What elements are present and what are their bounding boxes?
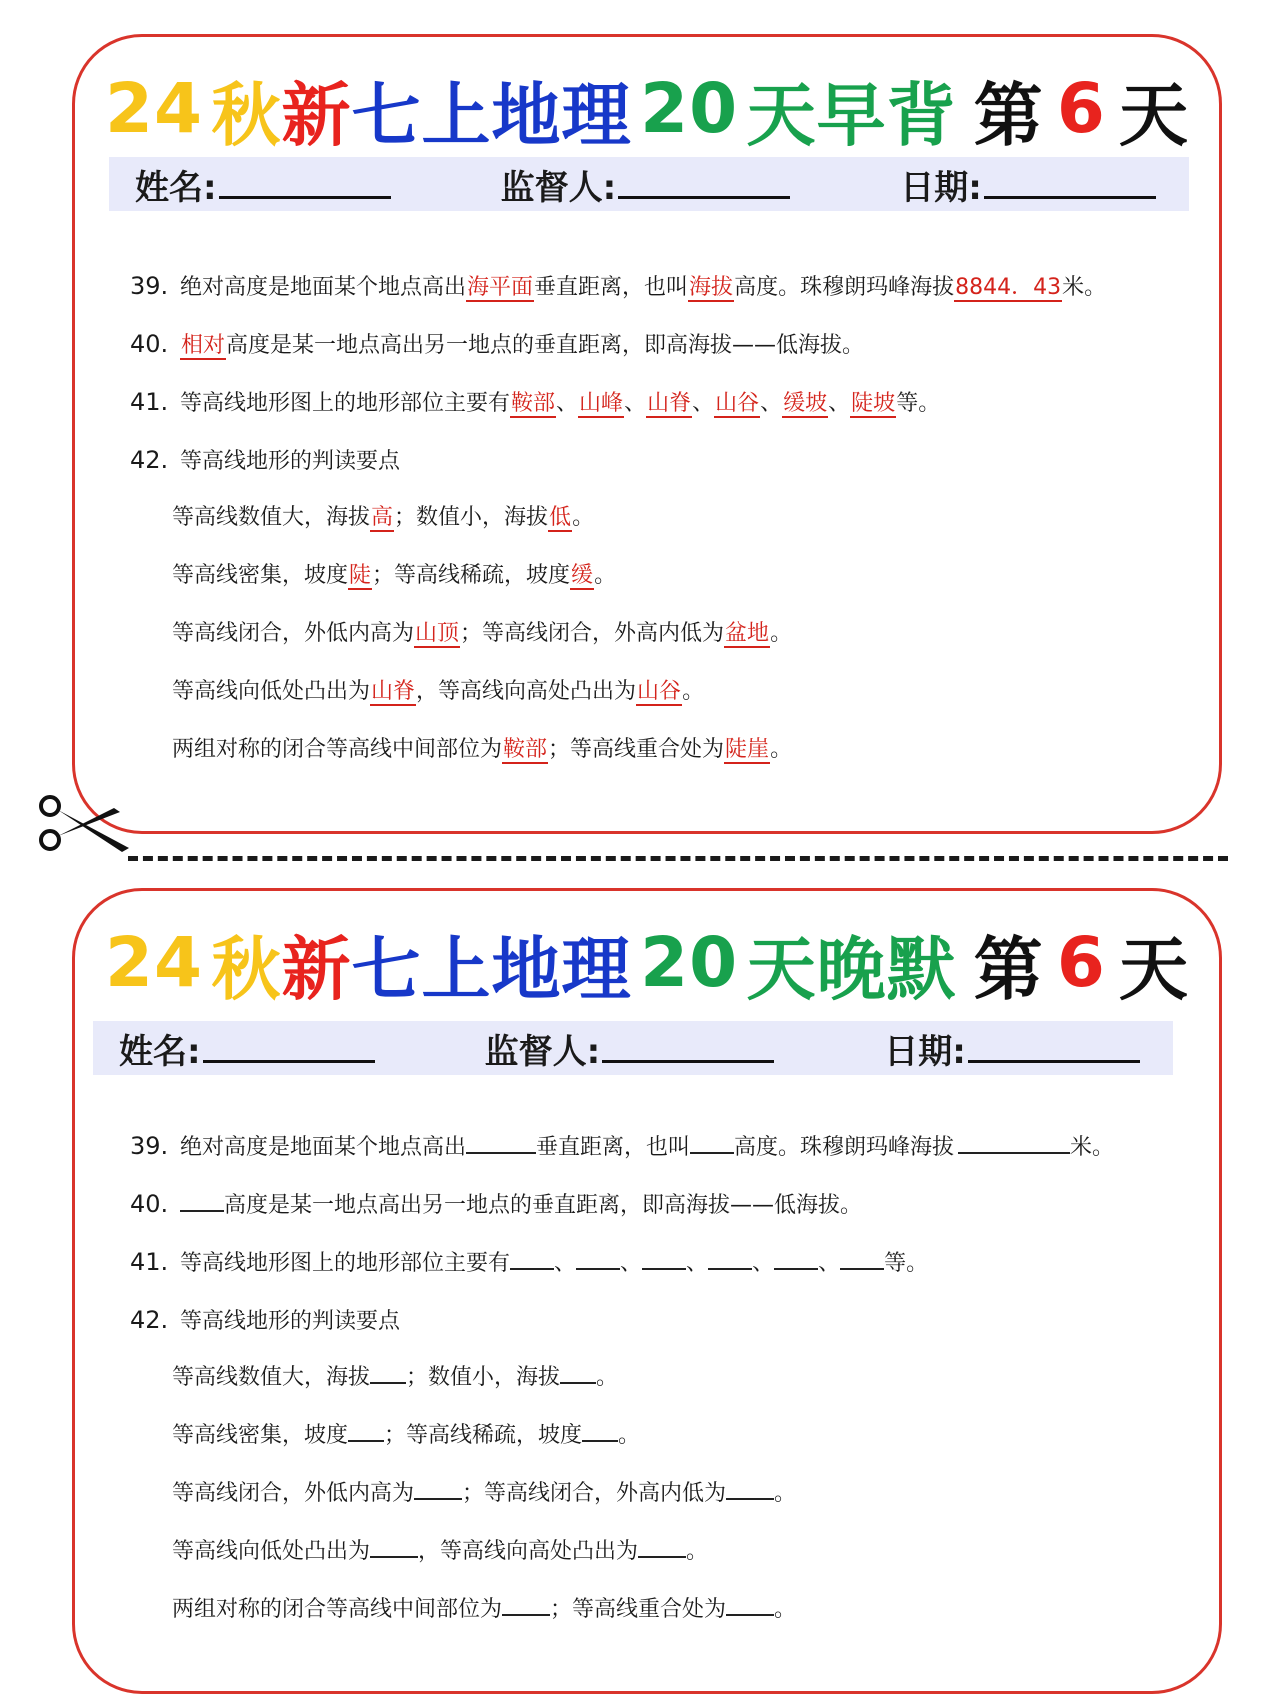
rule-line-1 [130, 1349, 1199, 1407]
answer: 山脊 [647, 391, 692, 416]
answer: 陡崖 [725, 737, 770, 762]
answer: 缓 [571, 563, 594, 588]
fill-blank[interactable] [370, 1536, 418, 1558]
date-blank[interactable] [968, 1030, 1140, 1063]
question-text: 等高线地形的判读要点 [180, 449, 401, 474]
question-text: 绝对高度是地面某个地点高出 [180, 1135, 467, 1160]
name-field[interactable] [119, 1024, 375, 1073]
question-42 [130, 1291, 1199, 1349]
answer: 鞍部 [503, 737, 548, 762]
rule-text: 等高线闭合，外低内高为 [172, 1481, 415, 1506]
rule-text: 两组对称的闭合等高线中间部位为 [172, 1597, 503, 1622]
rule-text: 。 [572, 505, 595, 530]
rule-text: 。 [770, 737, 793, 762]
fill-blank[interactable] [510, 1248, 554, 1270]
fill-blank[interactable] [414, 1478, 462, 1500]
question-number: 42. [130, 1306, 169, 1334]
morning-recite-card [72, 34, 1222, 834]
date-field[interactable] [884, 1024, 1140, 1073]
rule-line-4 [130, 663, 1199, 721]
question-42 [130, 431, 1199, 489]
answer: 低 [549, 505, 572, 530]
question-41 [130, 373, 1199, 431]
fill-blank[interactable] [708, 1248, 752, 1270]
supervisor-label: 监督人: [500, 167, 617, 208]
separator: 、 [556, 391, 579, 416]
rule-text: 等高线数值大，海拔 [172, 1365, 371, 1390]
separator: 、 [620, 1251, 643, 1276]
date-blank[interactable] [984, 166, 1156, 199]
title-tian: 天早背 [746, 75, 957, 156]
title-xin: 新 [281, 75, 352, 156]
rule-text: 。 [774, 1481, 797, 1506]
name-blank[interactable] [203, 1030, 375, 1063]
rule-text: 。 [594, 563, 617, 588]
question-39 [130, 257, 1199, 315]
question-40 [130, 1175, 1199, 1233]
supervisor-blank[interactable] [618, 166, 790, 199]
fill-blank[interactable] [726, 1478, 774, 1500]
answer: 高 [371, 505, 394, 530]
fill-blank[interactable] [774, 1248, 818, 1270]
question-list [130, 257, 1199, 779]
question-text: 等。 [884, 1251, 929, 1276]
question-number: 41. [130, 388, 169, 416]
question-text: 等高线地形图上的地形部位主要有 [180, 1251, 511, 1276]
question-39 [130, 1117, 1199, 1175]
rule-text: 等高线密集，坡度 [172, 1423, 349, 1448]
question-number: 40. [130, 1190, 169, 1218]
question-text: 高度。珠穆朗玛峰海拔 [734, 1135, 955, 1160]
title-qishang: 七上 [351, 929, 492, 1010]
info-bar [93, 1021, 1173, 1075]
title-20: 20 [640, 923, 739, 1003]
fill-blank[interactable] [582, 1420, 618, 1442]
title-tian: 天晚默 [746, 929, 957, 1010]
fill-blank[interactable] [560, 1362, 596, 1384]
rule-text: 等高线密集，坡度 [172, 563, 349, 588]
question-text: 高度是某一地点高出另一地点的垂直距离，即高海拔——低海拔。 [226, 333, 865, 358]
rule-text: 等高线闭合，外低内高为 [172, 621, 415, 646]
name-blank[interactable] [219, 166, 391, 199]
date-label: 日期: [900, 167, 982, 208]
separator: 、 [624, 391, 647, 416]
question-text: 米。 [1070, 1135, 1115, 1160]
rule-text: ；等高线稀疏，坡度 [384, 1423, 583, 1448]
rule-text: 。 [686, 1539, 709, 1564]
fill-blank[interactable] [840, 1248, 884, 1270]
question-number: 40. [130, 330, 169, 358]
supervisor-field[interactable] [485, 1024, 775, 1073]
rule-text: 。 [618, 1423, 641, 1448]
rule-line-3 [130, 605, 1199, 663]
fill-blank[interactable] [502, 1594, 550, 1616]
answer: 相对 [181, 333, 226, 358]
question-text: 米。 [1062, 275, 1107, 300]
rule-text: ；等高线重合处为 [548, 737, 725, 762]
answer: 陡坡 [851, 391, 896, 416]
supervisor-label: 监督人: [484, 1031, 601, 1072]
rule-line-5 [130, 721, 1199, 779]
card-title [105, 913, 1189, 1013]
title-di: 第 [973, 75, 1044, 156]
question-text: 等高线地形图上的地形部位主要有 [180, 391, 511, 416]
answer: 山脊 [371, 679, 416, 704]
card-title [105, 59, 1189, 159]
question-40 [130, 315, 1199, 373]
rule-line-2 [130, 547, 1199, 605]
title-24: 24 [105, 69, 204, 149]
info-bar [109, 157, 1189, 211]
title-di: 第 [973, 929, 1044, 1010]
rule-text: ；数值小，海拔 [394, 505, 549, 530]
title-day: 天 [1119, 929, 1189, 1010]
name-label: 姓名: [135, 167, 217, 208]
question-list [130, 1117, 1199, 1639]
fill-blank[interactable] [638, 1536, 686, 1558]
answer: 山谷 [715, 391, 760, 416]
rule-text: ；等高线闭合，外高内低为 [462, 1481, 727, 1506]
separator: 、 [760, 391, 783, 416]
rule-line-2 [130, 1407, 1199, 1465]
rule-text: ，等高线向高处凸出为 [418, 1539, 639, 1564]
title-day: 天 [1119, 75, 1189, 156]
rule-text: ；等高线闭合，外高内低为 [460, 621, 725, 646]
separator: 、 [828, 391, 851, 416]
fill-blank[interactable] [370, 1362, 406, 1384]
fill-blank[interactable] [576, 1248, 620, 1270]
title-24: 24 [105, 923, 204, 1003]
question-number: 41. [130, 1248, 169, 1276]
separator: 、 [752, 1251, 775, 1276]
separator: 、 [554, 1251, 577, 1276]
rule-line-1 [130, 489, 1199, 547]
rule-text: 。 [596, 1365, 619, 1390]
answer: 海平面 [467, 275, 534, 300]
fill-blank[interactable] [726, 1594, 774, 1616]
answer: 鞍部 [511, 391, 556, 416]
title-qishang: 七上 [351, 75, 492, 156]
date-label: 日期: [884, 1031, 966, 1072]
question-number: 42. [130, 446, 169, 474]
rule-line-5 [130, 1581, 1199, 1639]
title-day-number: 6 [1056, 69, 1106, 149]
rule-text: ；数值小，海拔 [406, 1365, 561, 1390]
question-text: 等。 [896, 391, 941, 416]
question-text: 高度。珠穆朗玛峰海拔 [734, 275, 955, 300]
question-text: 等高线地形的判读要点 [180, 1309, 401, 1334]
fill-blank[interactable] [466, 1132, 536, 1154]
evening-dictation-card [72, 888, 1222, 1694]
rule-text: ；等高线重合处为 [550, 1597, 727, 1622]
rule-line-3 [130, 1465, 1199, 1523]
rule-text: 。 [682, 679, 705, 704]
name-label: 姓名: [119, 1031, 201, 1072]
fill-blank[interactable] [690, 1132, 734, 1154]
rule-text: 。 [774, 1597, 797, 1622]
title-20: 20 [640, 69, 739, 149]
question-text: 垂直距离，也叫 [536, 1135, 691, 1160]
question-number: 39. [130, 1132, 169, 1160]
rule-text: 等高线数值大，海拔 [172, 505, 371, 530]
title-dili: 地理 [491, 75, 632, 156]
cut-line [128, 856, 1228, 861]
answer: 山顶 [415, 621, 460, 646]
rule-text: ；等高线稀疏，坡度 [372, 563, 571, 588]
rule-text: 等高线向低处凸出为 [172, 679, 371, 704]
answer: 缓坡 [783, 391, 828, 416]
answer: 海拔 [689, 275, 734, 300]
title-qiu: 秋 [211, 75, 282, 156]
rule-text: ，等高线向高处凸出为 [416, 679, 637, 704]
answer: 盆地 [725, 621, 770, 646]
title-qiu: 秋 [211, 929, 282, 1010]
rule-text: 两组对称的闭合等高线中间部位为 [172, 737, 503, 762]
title-xin: 新 [281, 929, 352, 1010]
question-text: 绝对高度是地面某个地点高出 [180, 275, 467, 300]
rule-text: 等高线向低处凸出为 [172, 1539, 371, 1564]
scissors-icon [34, 790, 134, 860]
supervisor-blank[interactable] [602, 1030, 774, 1063]
rule-line-4 [130, 1523, 1199, 1581]
separator: 、 [692, 391, 715, 416]
title-dili: 地理 [491, 929, 632, 1010]
fill-blank[interactable] [180, 1190, 224, 1212]
answer: 8844．43 [955, 275, 1062, 300]
question-41 [130, 1233, 1199, 1291]
separator: 、 [818, 1251, 841, 1276]
separator: 、 [686, 1251, 709, 1276]
date-field[interactable] [900, 160, 1156, 209]
fill-blank[interactable] [348, 1420, 384, 1442]
answer: 山峰 [579, 391, 624, 416]
fill-blank[interactable] [958, 1132, 1070, 1154]
rule-text: 。 [770, 621, 793, 646]
answer: 陡 [349, 563, 372, 588]
supervisor-field[interactable] [501, 160, 791, 209]
question-text: 高度是某一地点高出另一地点的垂直距离，即高海拔——低海拔。 [224, 1193, 863, 1218]
question-number: 39. [130, 272, 169, 300]
answer: 山谷 [637, 679, 682, 704]
name-field[interactable] [135, 160, 391, 209]
title-day-number: 6 [1056, 923, 1106, 1003]
fill-blank[interactable] [642, 1248, 686, 1270]
question-text: 垂直距离，也叫 [534, 275, 689, 300]
